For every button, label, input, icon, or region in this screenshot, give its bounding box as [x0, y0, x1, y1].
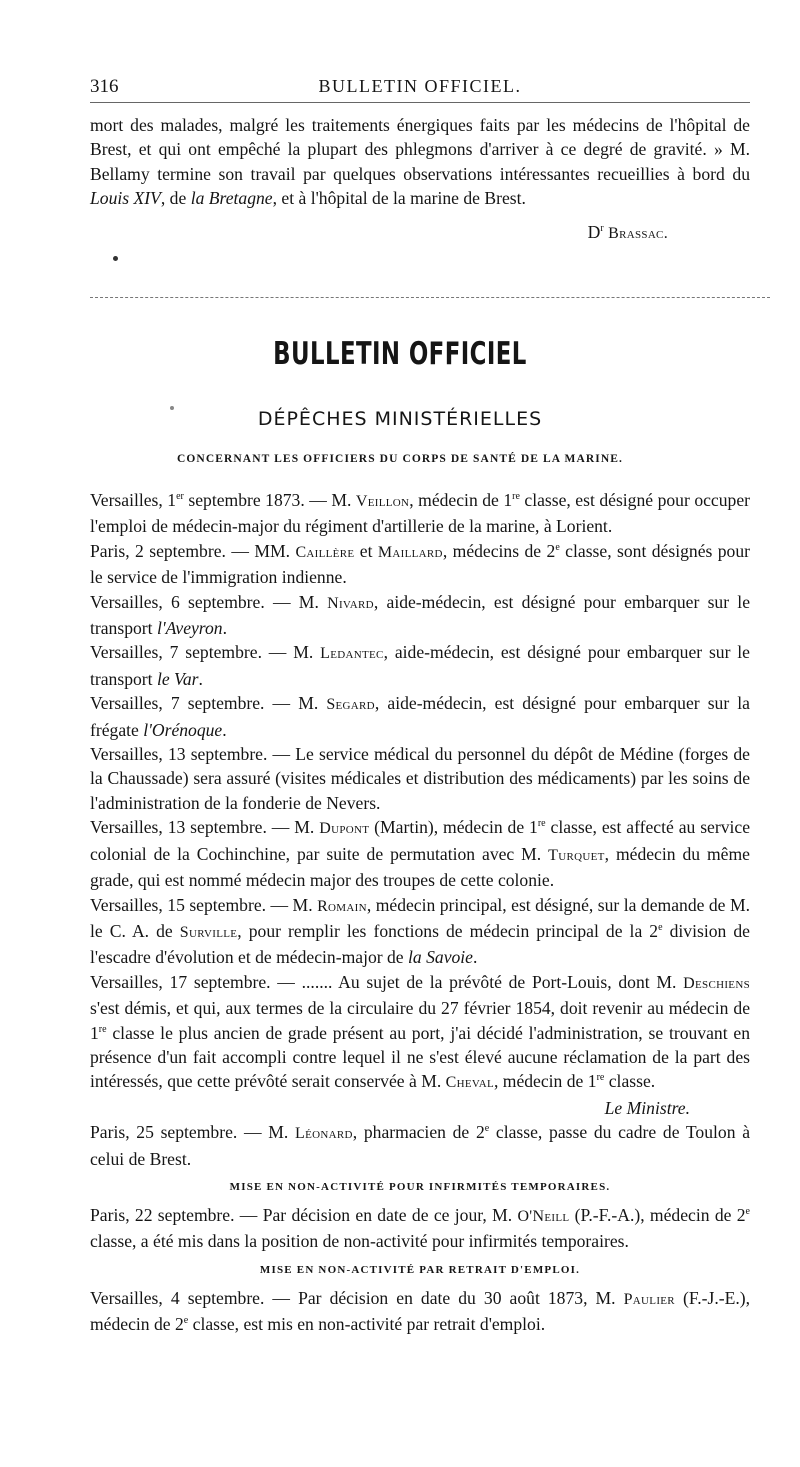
dispatch-entry: Versailles, 4 septembre. — Par décision en date du 30 août 1873, M. Paulier (F.-J.-E.), médecin de 2e classe, est mis en non-activité par retrait d'emploi. [90, 1287, 750, 1335]
subsection-title: CONCERNANT LES OFFICIERS DU CORPS DE SANTÉ DE LA MARINE. [176, 453, 624, 465]
subheading-withdrawal-of-employment: MISE EN NON-ACTIVITÉ PAR RETRAIT D'EMPLOI. [259, 1263, 581, 1276]
dispatch-entry: Versailles, 13 septembre. — M. Dupont (Martin), médecin de 1re classe, est affecté au service colonial de la Cochinchine, par suite de permutation avec M. Turquet, médecin du même grade, qui est nommé médecin major des troupes de cette colonie. [90, 817, 751, 891]
running-title: BULLETIN OFFICIEL. [318, 76, 522, 96]
dispatch-entry: Versailles, 7 septembre. — M. Ledantec, aide-médecin, est désigné pour embarquer sur le transport le Var. [90, 642, 750, 689]
dispatch-entry: Paris, 22 septembre. — Par décision en date de ce jour, M. O'Neill (P.-F.-A.), médecin de 2e classe, a été mis dans la position de non-activité pour infirmités temporaires. [90, 1204, 750, 1252]
dispatches [90, 488, 750, 1337]
dispatch-entry: Paris, 25 septembre. — M. Léonard, pharmacien de 2e classe, passe du cadre de Toulon à celui de Brest. [90, 1122, 751, 1169]
dispatch-entry: Versailles, 7 septembre. — M. Segard, aide-médecin, est désigné pour embarquer sur la frégate l'Orénoque. [90, 693, 750, 740]
subheading-temporary-infirmity: MISE EN NON-ACTIVITÉ POUR INFIRMITÉS TEMPORAIRES. [229, 1180, 611, 1193]
dispatch-entry: Versailles, 13 septembre. — Le service médical du personnel du dépôt de Médine (forges de la Chaussade) sera assuré (visites médicales et distribution des médicaments) par les soins de l'administration de la fonderie de Nevers. [90, 744, 750, 813]
minister-signature: Le Ministre. [604, 1097, 690, 1118]
section-title: DÉPÊCHES MINISTÉRIELLES [257, 408, 543, 430]
dispatch-entry: Versailles, 17 septembre. — ....... Au sujet de la prévôté de Port-Louis, dont M. Deschiens s'est démis, et qui, aux termes de la circulaire du 27 février 1854, doit revenir au médecin de 1re classe le plus ancien de grade présent au port, j'ai décidé l'administration, se trouvant en présence d'un fait accompli contre lequel il ne s'est élevé aucune réclamation de la part des intéressés, que cette prévôté serait conservée à M. Cheval, médecin de 1re classe. [90, 971, 750, 1092]
ink-speck [113, 256, 118, 261]
dispatch-entry: Versailles, 6 septembre. — M. Nivard, aide-médecin, est désigné pour embarquer sur le transport l'Aveyron. [90, 591, 750, 639]
dispatch-entry: Paris, 2 septembre. — MM. Caillère et Maillard, médecins de 2e classe, sont désignés pour le service de l'immigration indienne. [90, 540, 751, 588]
intro-paragraph: mort des malades, malgré les traitements énergiques faits par les médecins de l'hôpital de Brest, et qui ont empêché la plupart des phlegmons d'arriver à ce degré de gravité. » M. Bellamy termine son travail par quelques observations intéressantes recueillies à bord du Louis XIV, de la Bretagne, et à l'hôpital de la marine de Brest. [90, 115, 750, 209]
dispatch-entry: Versailles, 1er septembre 1873. — M. Veillon, médecin de 1re classe, est désigné pour occuper l'emploi de médecin-major du régiment d'artillerie de la marine, à Lorient. [90, 490, 750, 537]
intro-text [90, 113, 750, 247]
header-rule [90, 102, 750, 103]
running-header [90, 76, 750, 100]
author-signature: $D^r$ Brassac. [587, 221, 668, 242]
bulletin-title: BULLETIN OFFICIEL [273, 336, 527, 372]
section-separator [90, 297, 770, 298]
dispatch-entry: Versailles, 15 septembre. — M. Romain, médecin principal, est désigné, sur la demande de M. le C. A. de Surville, pour remplir les fonctions de médecin principal de la 2e division de l'escadre d'évolution et de médecin-major de la Savoie. [90, 894, 751, 968]
page-number: 316 [90, 76, 119, 97]
